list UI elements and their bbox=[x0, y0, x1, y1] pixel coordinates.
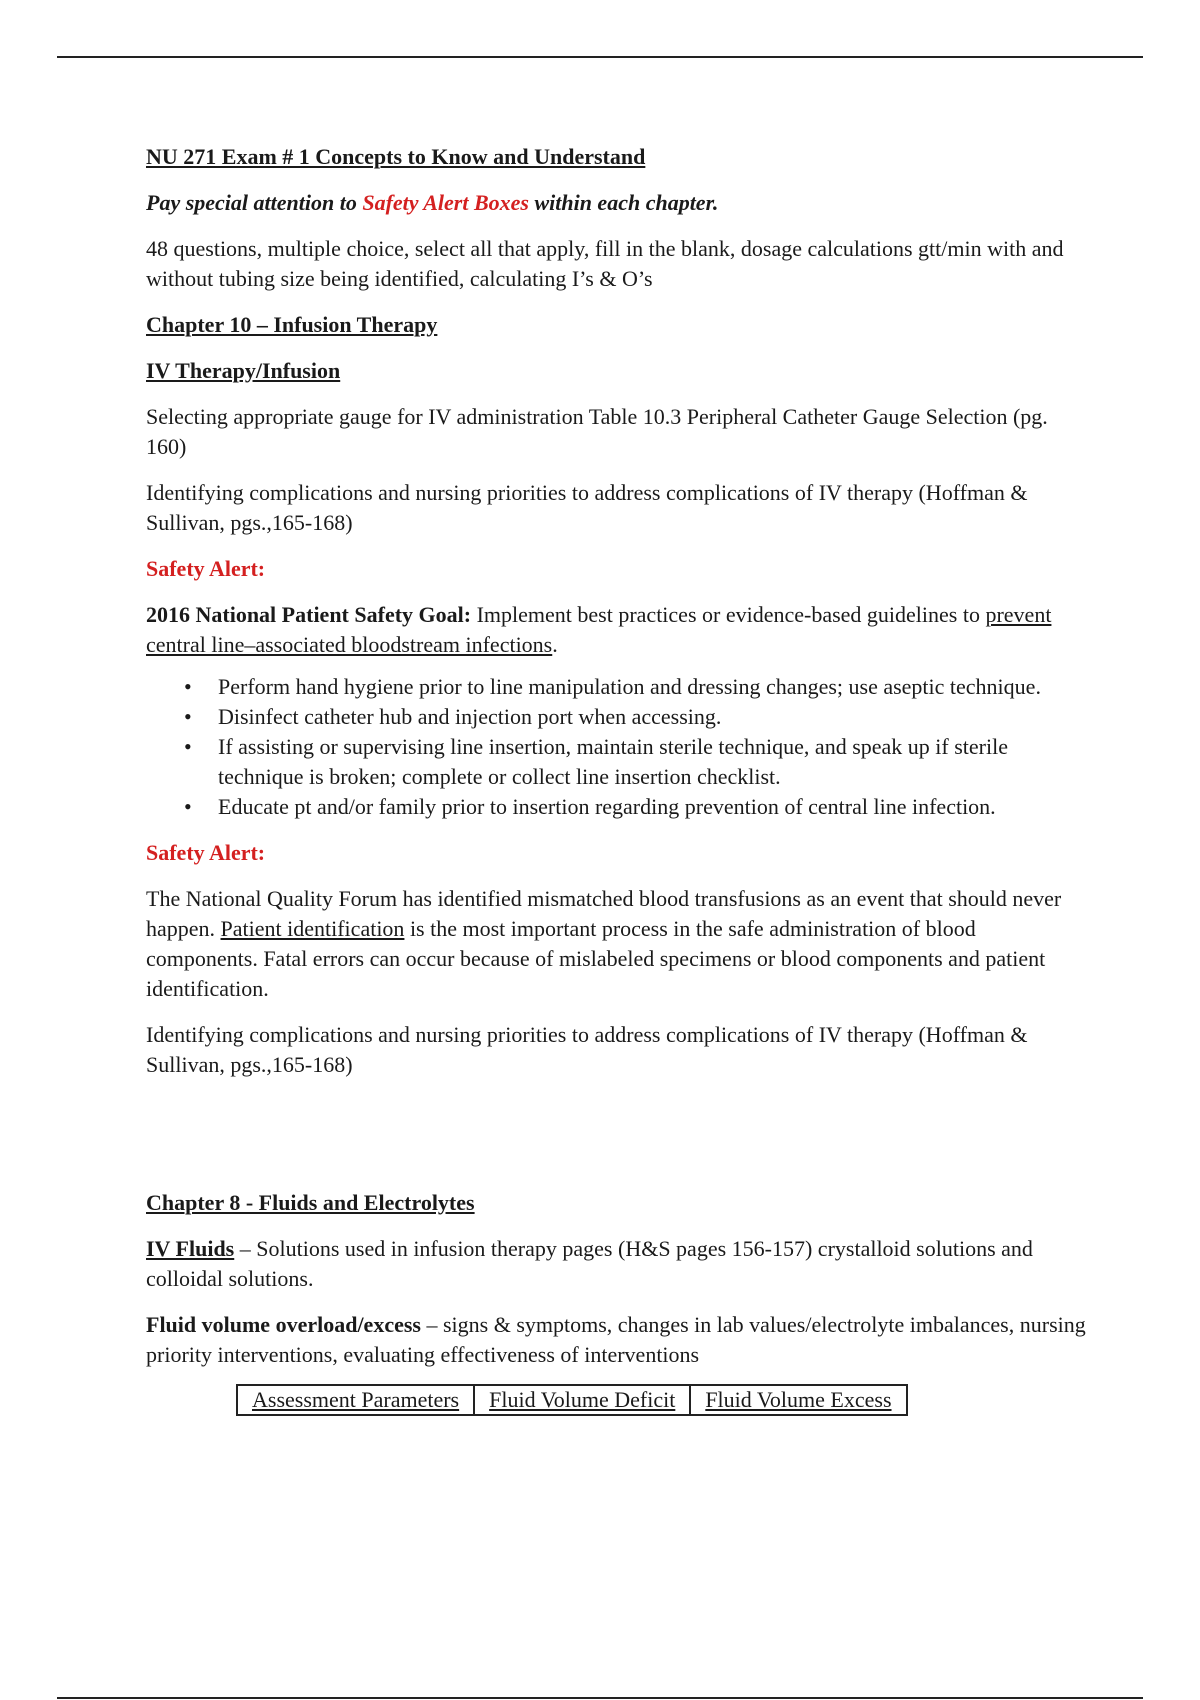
fluid-overload-paragraph: Fluid volume overload/excess – signs & symptoms, changes in lab values/electrolyte imbalances, nursing priority interventions, evaluating effectiveness of interventions bbox=[146, 1312, 1086, 1367]
bullet-icon: • bbox=[184, 704, 192, 729]
bullet-icon: • bbox=[184, 734, 192, 759]
lead-before: Pay special attention to bbox=[146, 190, 363, 215]
iv-therapy-subheading: IV Therapy/Infusion bbox=[146, 358, 341, 383]
list-item: • Educate pt and/or family prior to insertion regarding prevention of central line infection. bbox=[146, 792, 1091, 822]
list-item: • If assisting or supervising line insertion, maintain sterile technique, and speak up if sterile technique is broken; complete or collect line insertion checklist. bbox=[184, 734, 1008, 789]
goal-end: . bbox=[552, 632, 558, 657]
table-header-row bbox=[237, 1385, 907, 1415]
goal-bold: 2016 National Patient Safety Goal: bbox=[146, 602, 472, 627]
iv-fluids-paragraph: IV Fluids – Solutions used in infusion therapy pages (H&S pages 156-157) crystalloid solutions and colloidal solutions. bbox=[146, 1236, 1033, 1291]
complications-text: Identifying complications and nursing priorities to address complications of IV therapy (Hoffman & Sullivan, pgs.,165-168) bbox=[146, 480, 1028, 535]
patient-identification-underline: Patient identification bbox=[220, 916, 405, 941]
bottom-rule bbox=[57, 1697, 1143, 1699]
fluid-volume-table bbox=[236, 1384, 908, 1416]
bullet-icon: • bbox=[184, 674, 192, 699]
safety-bullet-list bbox=[146, 672, 1091, 822]
section-spacer bbox=[146, 1096, 1091, 1188]
document-page bbox=[146, 142, 1091, 1416]
safety-alert-boxes-highlight: Safety Alert Boxes bbox=[362, 190, 529, 215]
table-header-cell: Fluid Volume Deficit bbox=[474, 1385, 690, 1415]
table-header-cell: Assessment Parameters bbox=[237, 1385, 474, 1415]
fluid-overload-label: Fluid volume overload/excess bbox=[146, 1312, 421, 1337]
gauge-selection-text: Selecting appropriate gauge for IV administration Table 10.3 Peripheral Catheter Gauge Selection (pg. 160) bbox=[146, 404, 1048, 459]
bullet-icon: • bbox=[184, 794, 192, 819]
safety-alert-label-2: Safety Alert: bbox=[146, 840, 266, 865]
list-item: • Perform hand hygiene prior to line manipulation and dressing changes; use aseptic technique. bbox=[146, 672, 1091, 702]
iv-fluids-label: IV Fluids bbox=[146, 1236, 235, 1261]
chapter-10-heading: Chapter 10 – Infusion Therapy bbox=[146, 312, 438, 337]
page-title: NU 271 Exam # 1 Concepts to Know and Understand bbox=[146, 144, 646, 169]
chapter-8-heading: Chapter 8 - Fluids and Electrolytes bbox=[146, 1190, 475, 1215]
complications-text-repeat: Identifying complications and nursing priorities to address complications of IV therapy (Hoffman & Sullivan, pgs.,165-168) bbox=[146, 1022, 1028, 1077]
patient-safety-goal bbox=[146, 600, 1091, 660]
lead-instruction bbox=[146, 188, 1091, 218]
safety-alert-label-1: Safety Alert: bbox=[146, 556, 266, 581]
lead-after: within each chapter. bbox=[528, 190, 719, 215]
goal-text: Implement best practices or evidence-based guidelines to bbox=[471, 602, 986, 627]
top-rule bbox=[57, 56, 1143, 58]
list-item: • Disinfect catheter hub and injection port when accessing. bbox=[146, 702, 1091, 732]
exam-intro: 48 questions, multiple choice, select all that apply, fill in the blank, dosage calculations gtt/min with and without tubing size being identified, calculating I’s & O’s bbox=[146, 236, 1064, 291]
table-header-cell: Fluid Volume Excess bbox=[690, 1385, 906, 1415]
goal-underline: prevent central line–associated bloodstream infections bbox=[146, 602, 1052, 657]
blood-transfusion-alert-text: The National Quality Forum has identified mismatched blood transfusions as an event that should never happen. Patient identification is the most important process in the safe administration of blood components. Fatal errors can occur because of mislabeled specimens or blood components and patient identification. bbox=[146, 886, 1062, 1001]
